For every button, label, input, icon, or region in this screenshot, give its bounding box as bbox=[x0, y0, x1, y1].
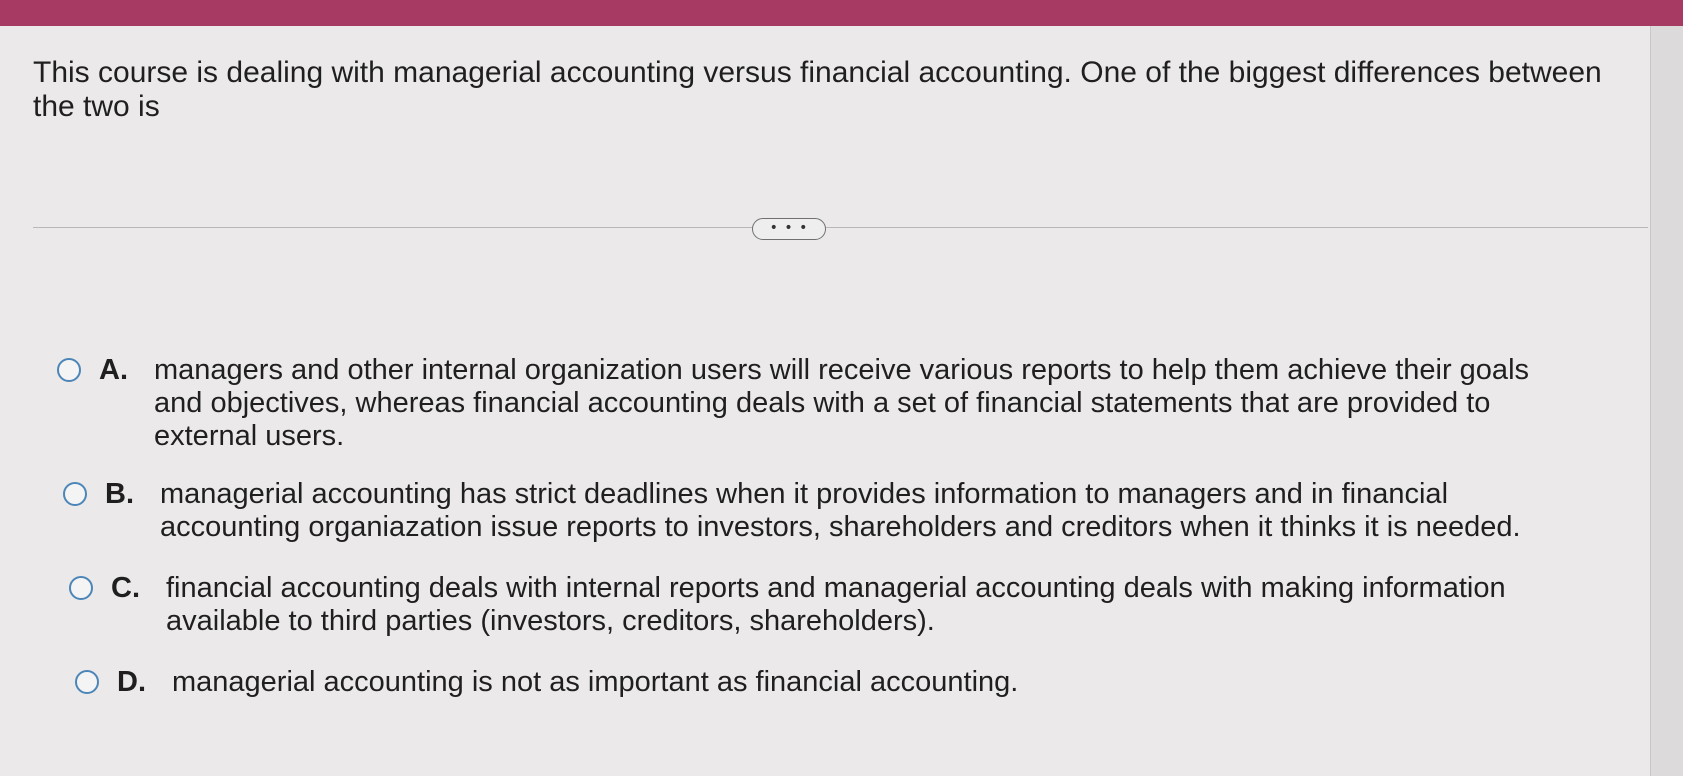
option-text-a: managers and other internal organization users will receive various reports to help them achieve their goals and objectives, whereas financial accounting deals with a set of financial statements that are provided to external users. bbox=[154, 354, 1530, 452]
header-bar bbox=[0, 0, 1683, 26]
radio-button-d[interactable] bbox=[75, 670, 99, 694]
question-panel bbox=[0, 26, 1650, 776]
option-letter-b: B. bbox=[105, 478, 134, 510]
scroll-edge bbox=[1650, 26, 1683, 776]
answer-option-b[interactable] bbox=[63, 478, 1563, 558]
expand-more-button[interactable]: • • • bbox=[752, 218, 826, 240]
answer-option-c[interactable] bbox=[69, 572, 1569, 652]
answer-option-a[interactable] bbox=[57, 354, 1557, 464]
option-letter-c: C. bbox=[111, 572, 140, 604]
option-text-c: financial accounting deals with internal reports and managerial accounting deals with making information available to third parties (investors, creditors, shareholders). bbox=[166, 572, 1506, 637]
radio-button-a[interactable] bbox=[57, 358, 81, 382]
option-text-b: managerial accounting has strict deadlines when it provides information to managers and in financial accounting organiazation issue reports to investors, shareholders and creditors when it thinks it is needed. bbox=[160, 478, 1521, 543]
answer-option-d[interactable] bbox=[75, 666, 1575, 706]
radio-button-c[interactable] bbox=[69, 576, 93, 600]
question-text: This course is dealing with managerial accounting versus financial accounting. One of the biggest differences between the two is bbox=[33, 56, 1602, 123]
divider bbox=[33, 227, 1648, 228]
radio-button-b[interactable] bbox=[63, 482, 87, 506]
option-letter-a: A. bbox=[99, 354, 128, 386]
option-letter-d: D. bbox=[117, 666, 146, 698]
option-text-d: managerial accounting is not as important as financial accounting. bbox=[172, 666, 1019, 698]
